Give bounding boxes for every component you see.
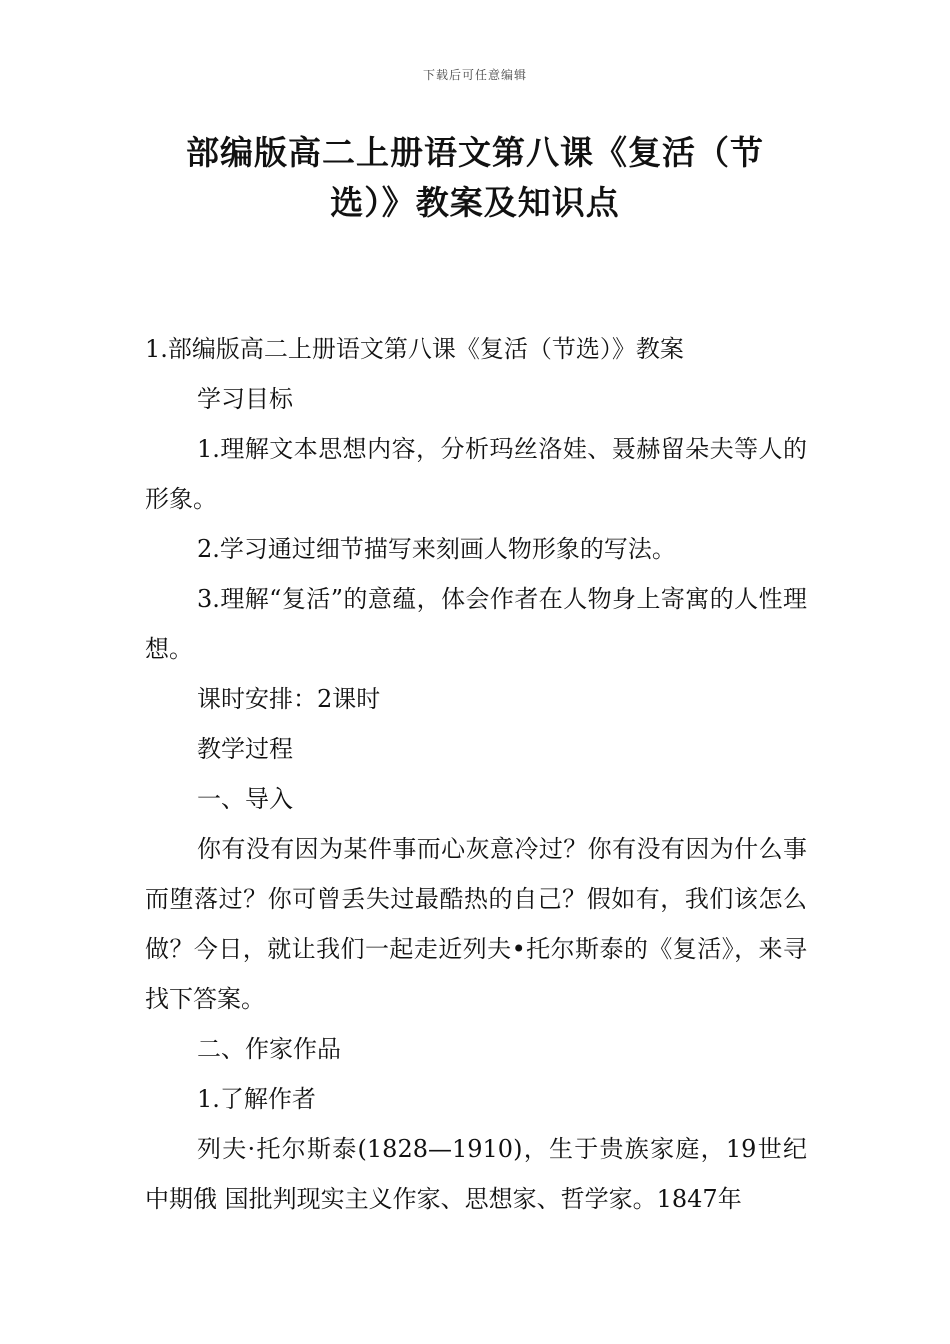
- sub-step-heading: 1.了解作者: [197, 1085, 316, 1113]
- objective-item: 1.理解文本思想内容，分析玛丝洛娃、聂赫留朵夫等人的形象。: [145, 435, 807, 513]
- objective-item: 3.理解“复活”的意蕴，体会作者在人物身上寄寓的人性理想。: [145, 585, 807, 663]
- objective-item: 2.学习通过细节描写来刻画人物形象的写法。: [197, 535, 676, 563]
- body-paragraph: 列夫·托尔斯泰(1828—1910)，生于贵族家庭，19世纪中期俄 国批判现实主义作家、思想家、哲学家。1847年: [145, 1135, 807, 1213]
- subheading-process: 教学过程: [197, 735, 293, 763]
- step-heading: 一、导入: [197, 785, 293, 813]
- title-line-2: 选）》教案及知识点: [330, 183, 620, 222]
- document-title: [140, 128, 810, 228]
- header-note: 下载后可任意编辑: [422, 68, 527, 82]
- body-paragraph: 你有没有因为某件事而心灰意冷过？你有没有因为什么事而堕落过？你可曾丢失过最酷热的自己？假如有，我们该怎么做？今日，就让我们一起走近列夫•托尔斯泰的《复活》，来寻找下答案。: [145, 835, 807, 1013]
- title-line-1: 部编版高二上册语文第八课《复活（节: [186, 133, 764, 172]
- section-heading: 1.部编版高二上册语文第八课《复活（节选）》教案: [145, 335, 684, 363]
- subheading-objectives: 学习目标: [197, 385, 293, 413]
- class-schedule: 课时安排：2课时: [197, 685, 381, 713]
- document-body: [145, 324, 807, 1224]
- step-heading: 二、作家作品: [197, 1035, 341, 1063]
